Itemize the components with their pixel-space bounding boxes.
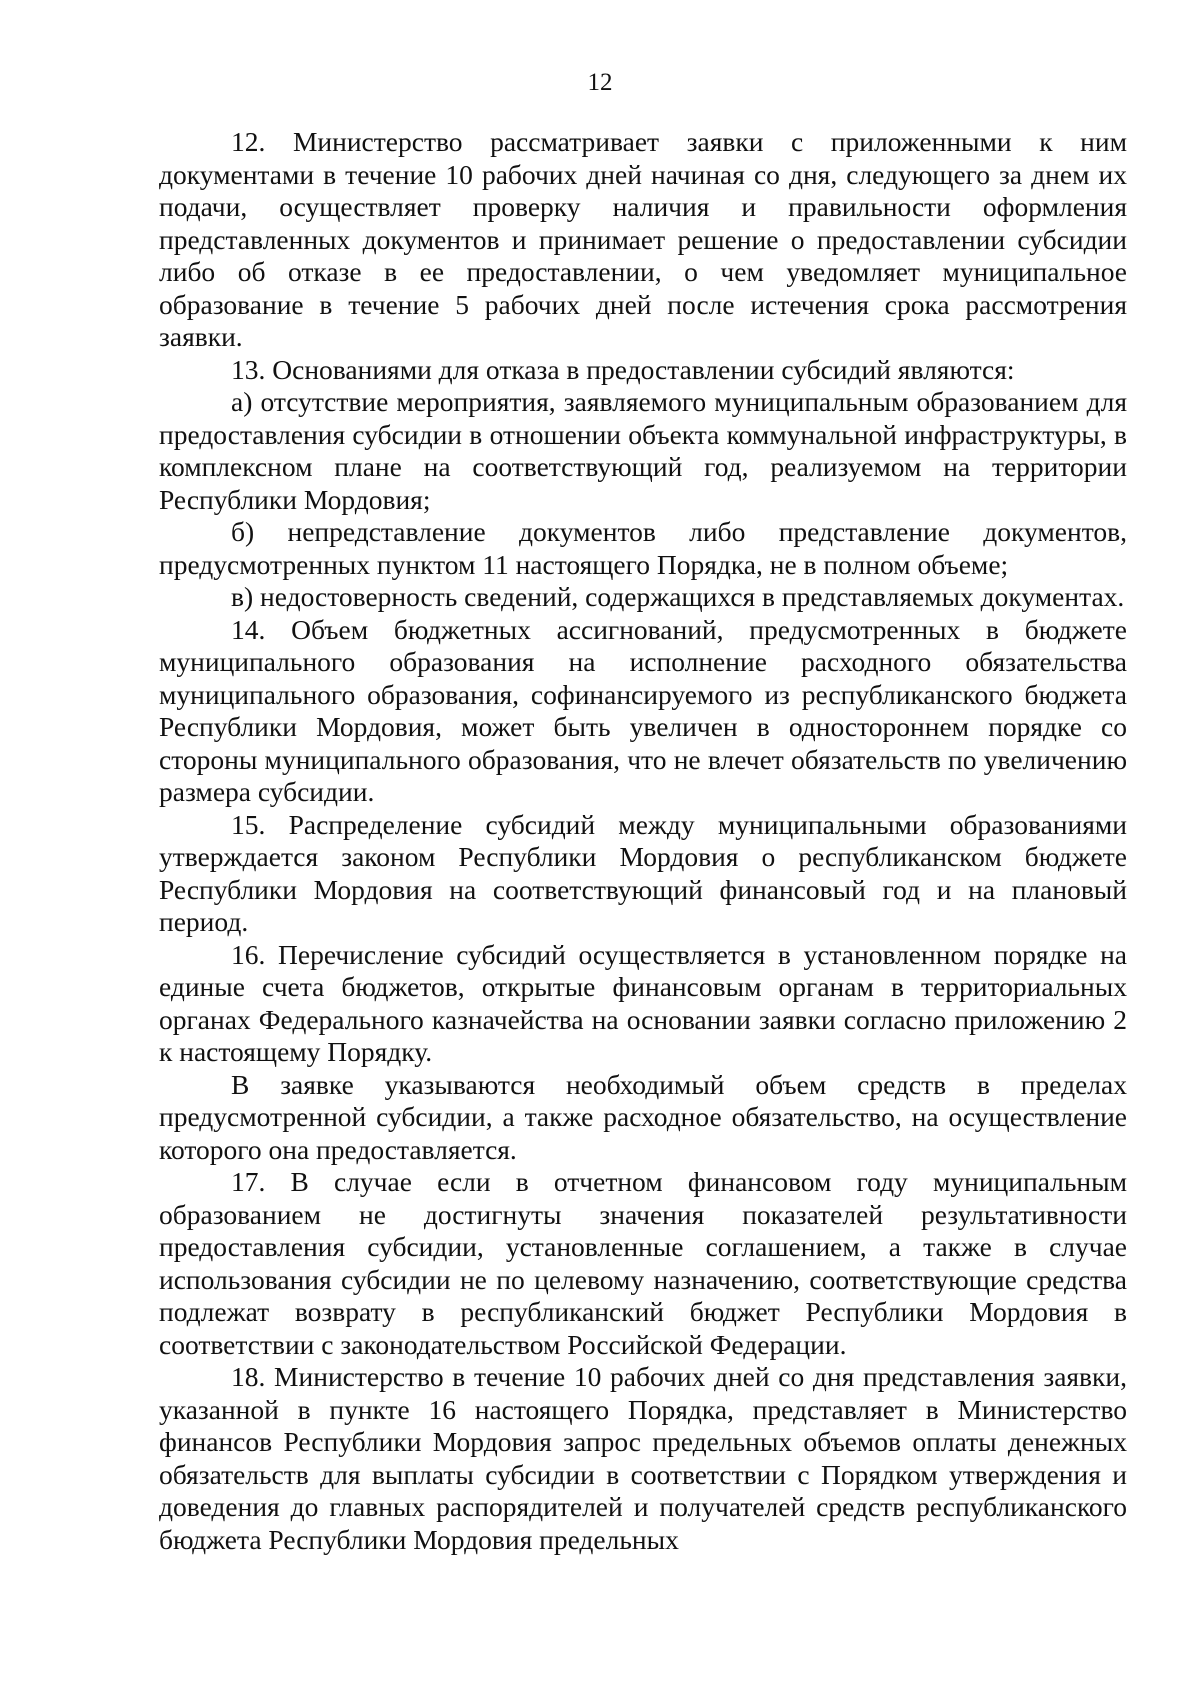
- document-body: [159, 126, 1127, 1556]
- paragraph-16-continuation: В заявке указываются необходимый объем средств в пределах предусмотренной субсидии, а также расходное обязательство, на осуществление которого она предоставляется.: [159, 1068, 1127, 1165]
- page-number: 12: [587, 69, 613, 96]
- paragraph-13: 13. Основаниями для отказа в предоставлении субсидий являются:: [231, 353, 1015, 385]
- paragraph-13-item-v: в) недостоверность сведений, содержащихся в представляемых документах.: [231, 581, 1125, 612]
- paragraph-13-item-b: б) непредставление документов либо представление документов, предусмотренных пунктом 11 настоящего Порядка, не в полном объеме;: [159, 516, 1127, 580]
- paragraph-17: 17. В случае если в отчетном финансовом году муниципальным образованием не достигнуты значения показателей результативности предоставления субсидии, установленные соглашением, а также в случае использования субсидии не по целевому назначению, соответствующие средства подлежат возврату в республиканский бюджет Республики Мордовия в соответствии с законодательством Российской Федерации.: [159, 1166, 1127, 1360]
- paragraph-16: 16. Перечисление субсидий осуществляется в установленном порядке на единые счета бюджетов, открытые финансовым органам в территориальных органах Федерального казначейства на основании заявки согласно приложению 2 к настоящему Порядку.: [159, 938, 1127, 1067]
- paragraph-18: 18. Министерство в течение 10 рабочих дней со дня представления заявки, указанной в пункте 16 настоящего Порядка, представляет в Министерство финансов Республики Мордовия запрос предельных объемов оплаты денежных обязательств для выплаты субсидии в соответствии с Порядком утверждения и доведения до главных распорядителей и получателей средств республиканского бюджета Республики Мордовия предельных: [159, 1361, 1127, 1555]
- paragraph-12: 12. Министерство рассматривает заявки с приложенными к ним документами в течение 10 рабочих дней начиная со дня, следующего за днем их подачи, осуществляет проверку наличия и правильности оформления представленных документов и принимает решение о предоставлении субсидии либо об отказе в ее предоставлении, о чем уведомляет муниципальное образование в течение 5 рабочих дней после истечения срока рассмотрения заявки.: [159, 126, 1127, 352]
- paragraph-15: 15. Распределение субсидий между муниципальными образованиями утверждается законом Республики Мордовия о республиканском бюджете Республики Мордовия на соответствующий финансовый год и на плановый период.: [159, 808, 1127, 937]
- paragraph-13-item-a: а) отсутствие мероприятия, заявляемого муниципальным образованием для предоставления субсидии в отношении объекта коммунальной инфраструктуры, в комплексном плане на соответствующий год, реализуемом на территории Республики Мордовия;: [159, 386, 1127, 515]
- paragraph-14: 14. Объем бюджетных ассигнований, предусмотренных в бюджете муниципального образования на исполнение расходного обязательства муниципального образования, софинансируемого из республиканского бюджета Республики Мордовия, может быть увеличен в одностороннем порядке со стороны муниципального образования, что не влечет обязательств по увеличению размера субсидии.: [159, 613, 1127, 807]
